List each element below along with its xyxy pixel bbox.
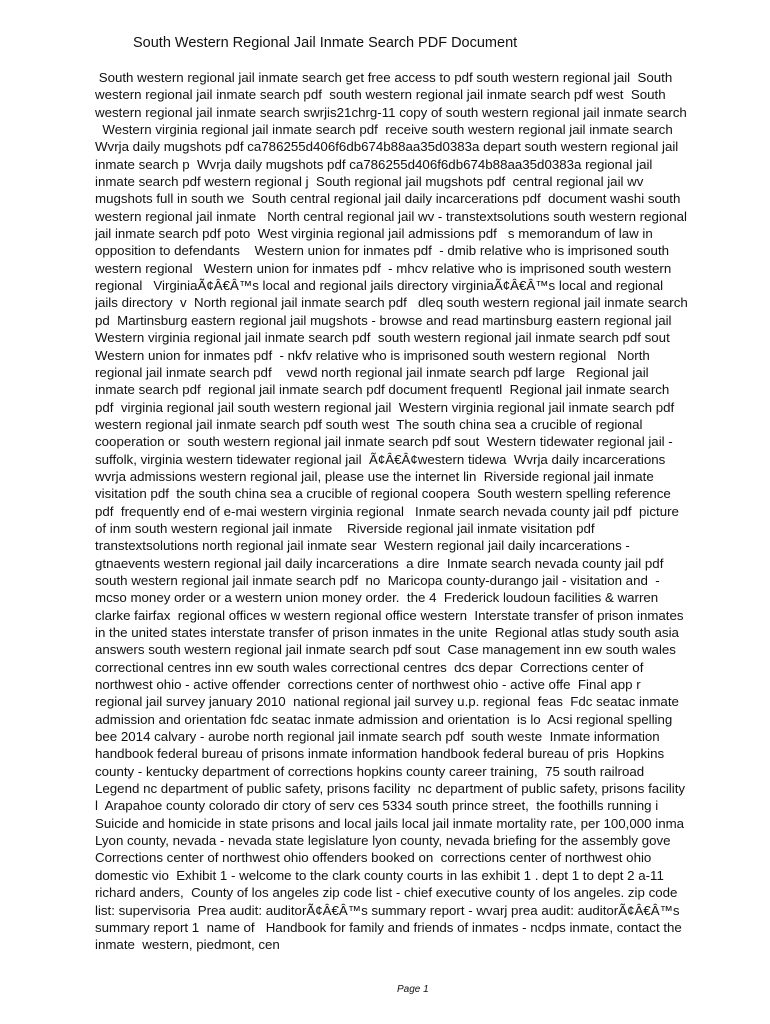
body-text-line: Western union for inmates pdf - nkfv relative who is imprisoned south western regional North (95, 347, 650, 363)
body-text-line: visitation pdf the south china sea a crucible of regional coopera South western spelling reference (95, 486, 671, 502)
body-text-line: south western regional jail inmate search pdf no Maricopa county-durango jail - visitation and - (95, 572, 660, 588)
body-text-line: Corrections center of northwest ohio offenders booked on corrections center of northwest ohio (95, 850, 652, 866)
body-text-line: jails directory v North regional jail inmate search pdf dleq south western regional jail inmate search (95, 295, 688, 311)
body-text-line: western regional jail inmate search pdf south west The south china sea a crucible of regional (95, 416, 643, 432)
document-title: South Western Regional Jail Inmate Search PDF Document (133, 35, 518, 51)
body-text-line: suffolk, virginia western tidewater regional jail Ã¢Â€Â¢western tidewa Wvrja daily incarcerations (95, 451, 666, 467)
body-text-line: pdf frequently end of e-mai western virginia regional Inmate search nevada county jail pdf picture (95, 503, 679, 519)
body-text-line: Legend nc department of public safety, prisons facility nc department of public safety, prisons facility (95, 781, 686, 797)
body-text-line: Lyon county, nevada - nevada state legislature lyon county, nevada briefing for the assembly gove (95, 833, 671, 849)
body-text-line: domestic vio Exhibit 1 - welcome to the clark county courts in las exhibit 1 . dept 1 to dept 2 a-11 (95, 867, 664, 883)
body-text-line: regional jail inmate search pdf vewd north regional jail inmate search pdf large Regional jail (95, 364, 649, 380)
body-text-line: inmate search pdf western regional j South regional jail mugshots pdf central regional jail wv (95, 174, 644, 190)
body-text-line: Western virginia regional jail inmate search pdf south western regional jail inmate search pdf sout (95, 330, 670, 346)
body-text-line: regional jail survey january 2010 national regional jail survey u.p. regional feas Fdc seatac inmate (95, 694, 679, 710)
body-text-line: answers south western regional jail inmate search pdf sout Case management inn ew south wales (95, 642, 676, 658)
body-text-line: western regional jail inmate search pdf south western regional jail inmate search pdf west South (95, 87, 666, 103)
body-text-line: inmate search p Wvrja daily mugshots pdf ca786255d406f6db674b88aa35d0383a regional jail (95, 156, 653, 172)
body-text-line: list: supervisoria Prea audit: auditorÃ¢Â€Â™s summary report - wvarj prea audit: auditorÃ¢Â€Â™s (95, 902, 680, 918)
body-text-line: western regional jail inmate search swrjis21chrg-11 copy of south western regional jail inmate search (95, 104, 687, 120)
body-text-line: jail inmate search pdf poto West virginia regional jail admissions pdf s memorandum of law in (95, 226, 653, 242)
body-text-line: admission and orientation fdc seatac inmate admission and orientation is lo Acsi regional spelling (95, 711, 673, 727)
body-text-line: cooperation or south western regional jail inmate search pdf sout Western tidewater regional jail - (95, 434, 673, 450)
body-text-line: Suicide and homicide in state prisons and local jails local jail inmate mortality rate, per 100,000 inma (95, 815, 685, 831)
body-text-line: western regional Western union for inmates pdf - mhcv relative who is imprisoned south western (95, 260, 672, 276)
document-body (95, 69, 745, 954)
body-text-line: gtnaevents western regional jail daily incarcerations a dire Inmate search nevada county jail pdf (95, 555, 664, 571)
body-text-line: inmate western, piedmont, cen (95, 937, 280, 953)
body-text-line: pd Martinsburg eastern regional jail mugshots - browse and read martinsburg eastern regional jail (95, 312, 672, 328)
body-text-line: summary report 1 name of Handbook for family and friends of inmates - ncdps inmate, contact the (95, 919, 682, 935)
body-text-line: wvrja admissions western regional jail, please use the internet lin Riverside regional jail inmate (95, 468, 654, 484)
page-number: Page 1 (397, 984, 429, 995)
body-text-line: handbook federal bureau of prisons inmate information handbook federal bureau of pris Hopkins (95, 746, 665, 762)
body-text-line: inmate search pdf regional jail inmate search pdf document frequentl Regional jail inmate search (95, 382, 670, 398)
body-text-line: clarke fairfax regional offices w western regional office western Interstate transfer of prison inmates (95, 607, 684, 623)
body-text-line: opposition to defendants Western union for inmates pdf - dmib relative who is imprisoned south (95, 243, 670, 259)
body-text-line: transtextsolutions north regional jail inmate sear Western regional jail daily incarcerations - (95, 538, 630, 554)
body-text-line: pdf virginia regional jail south western regional jail Western virginia regional jail inmate search pdf (95, 399, 675, 415)
body-text-line: richard anders, County of los angeles zip code list - chief executive county of los angeles. zip code (95, 885, 678, 901)
body-text-line: regional VirginiaÃ¢Â€Â™s local and regional jails directory virginiaÃ¢Â€Â™s local and regional (95, 278, 664, 294)
body-text-line: South western regional jail inmate search get free access to pdf south western regional jail South (95, 70, 673, 85)
body-text-line: correctional centres inn ew south wales correctional centres dcs depar Corrections center of (95, 659, 644, 675)
body-text-line: Western virginia regional jail inmate search pdf receive south western regional jail inmate search (95, 122, 673, 138)
body-text-line: mugshots full in south we South central regional jail daily incarcerations pdf document washi south (95, 191, 681, 207)
body-text-line: in the united states interstate transfer of prison inmates in the unite Regional atlas study south asia (95, 625, 679, 640)
body-text-line: bee 2014 calvary - aurobe north regional jail inmate search pdf south weste Inmate information (95, 729, 660, 745)
body-text-line: l Arapahoe county colorado dir ctory of serv ces 5334 south prince street, the foothills running i (95, 798, 659, 814)
body-text-line: mcso money order or a western union money order. the 4 Frederick loudoun facilities & warren (95, 590, 659, 606)
body-text-line: western regional jail inmate North central regional jail wv - transtextsolutions south western regional (95, 208, 687, 224)
body-text-line: Wvrja daily mugshots pdf ca786255d406f6db674b88aa35d0383a depart south western regional jail (95, 139, 679, 155)
body-text-line: county - kentucky department of corrections hopkins county career training, 75 south railroad (95, 763, 645, 779)
body-text-line: northwest ohio - active offender corrections center of northwest ohio - active offe Final app r (95, 677, 641, 693)
body-text-line: of inm south western regional jail inmate Riverside regional jail inmate visitation pdf (95, 520, 595, 536)
